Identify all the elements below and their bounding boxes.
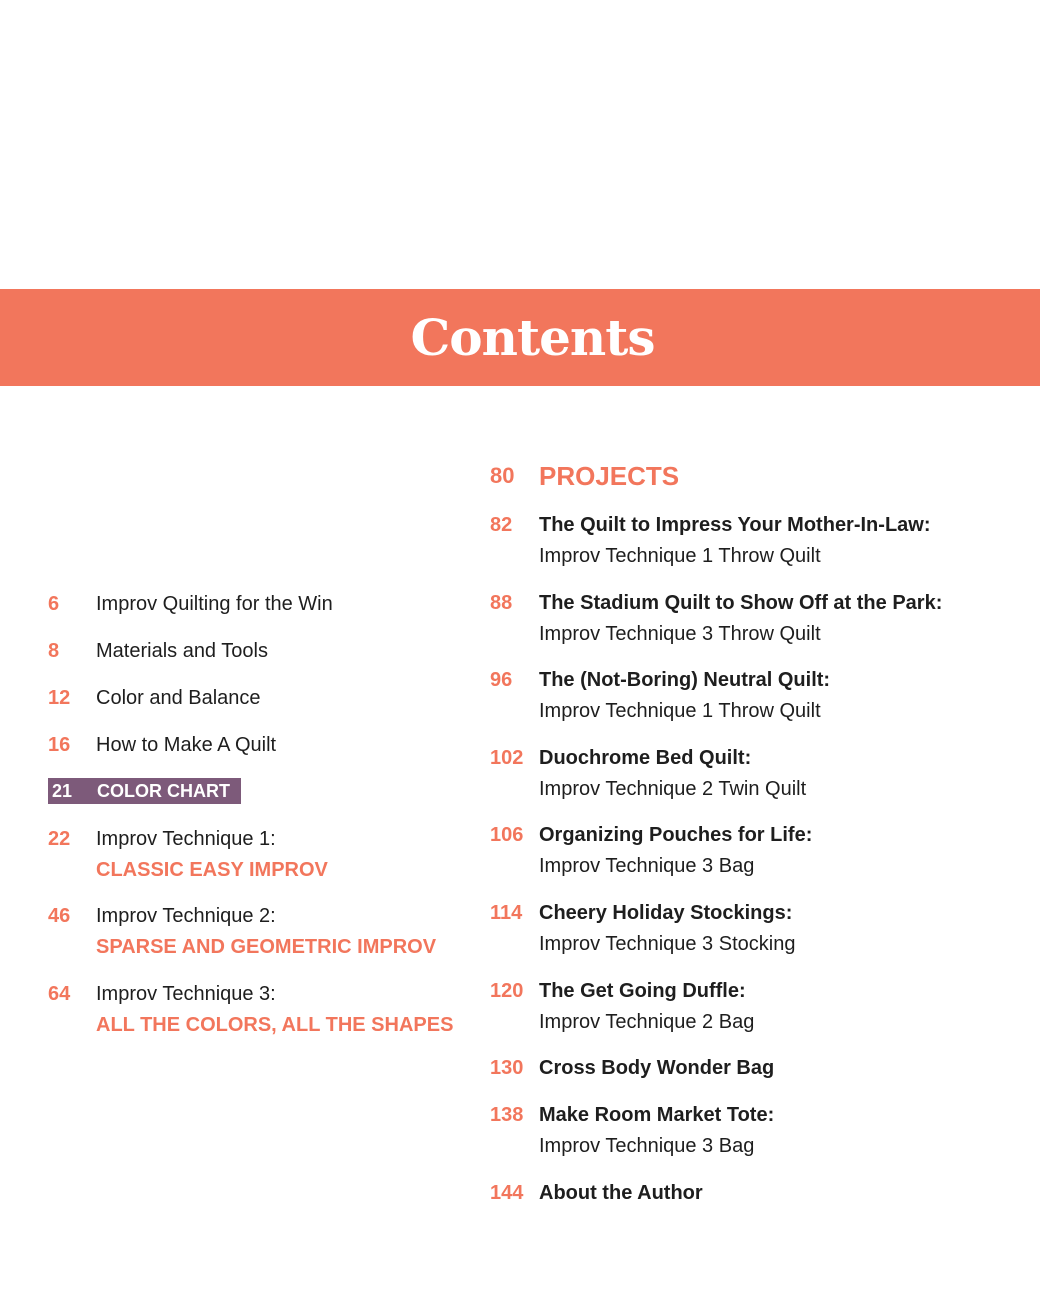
entry-subtitle: ALL THE COLORS, ALL THE SHAPES: [96, 1014, 454, 1036]
page-number: 96: [490, 669, 513, 691]
page-number: 8: [48, 640, 60, 662]
entry-title: The Quilt to Impress Your Mother-In-Law:: [539, 514, 931, 536]
entry-subtitle: Improv Technique 3 Bag: [539, 1135, 755, 1157]
entry-title: Cross Body Wonder Bag: [539, 1057, 775, 1079]
page-number: 82: [490, 514, 513, 536]
entry-title: Cheery Holiday Stockings:: [539, 902, 793, 924]
page-number: 12: [48, 687, 71, 709]
entry-title: How to Make A Quilt: [96, 734, 277, 756]
entry-title: Improv Technique 1:: [96, 828, 276, 850]
entry-title: The (Not-Boring) Neutral Quilt:: [539, 669, 831, 691]
page-number: 46: [48, 905, 71, 927]
entry-subtitle: Improv Technique 2 Bag: [539, 1011, 755, 1033]
page-number: 21: [52, 781, 73, 801]
contents-banner: [0, 289, 1040, 386]
entry-subtitle: Improv Technique 2 Twin Quilt: [539, 778, 807, 800]
entry-subtitle: Improv Technique 3 Throw Quilt: [539, 623, 821, 645]
entry-subtitle: CLASSIC EASY IMPROV: [96, 859, 328, 881]
entry-subtitle: Improv Technique 1 Throw Quilt: [539, 545, 821, 567]
page-number: 80: [490, 463, 515, 488]
page-number: 106: [490, 824, 524, 846]
page-number: 138: [490, 1104, 524, 1126]
page-number: 22: [48, 828, 71, 850]
entry-subtitle: Improv Technique 3 Bag: [539, 855, 755, 877]
entry-title: Organizing Pouches for Life:: [539, 824, 813, 846]
entry-title: About the Author: [539, 1182, 703, 1204]
page-number: 88: [490, 592, 513, 614]
entry-title: Make Room Market Tote:: [539, 1104, 775, 1126]
page-number: 130: [490, 1057, 524, 1079]
entry-subtitle: Improv Technique 3 Stocking: [539, 933, 796, 955]
page-number: 102: [490, 747, 524, 769]
entry-title: Improv Technique 3:: [96, 983, 276, 1005]
entry-title: The Get Going Duffle:: [539, 980, 746, 1002]
entry-title: Color and Balance: [96, 687, 261, 709]
entry-title: Improv Quilting for the Win: [96, 593, 333, 615]
page-number: 64: [48, 983, 71, 1005]
color-chart-highlight[interactable]: [48, 778, 241, 804]
entry-title: Duochrome Bed Quilt:: [539, 747, 752, 769]
entry-title: Improv Technique 2:: [96, 905, 276, 927]
entry-title: Materials and Tools: [96, 640, 268, 662]
page-number: 144: [490, 1182, 524, 1204]
entry-title: The Stadium Quilt to Show Off at the Park:: [539, 592, 943, 614]
page-title: Contents: [410, 308, 655, 367]
entry-subtitle: Improv Technique 1 Throw Quilt: [539, 700, 821, 722]
entry-subtitle: SPARSE AND GEOMETRIC IMPROV: [96, 936, 437, 958]
section-heading: PROJECTS: [539, 461, 680, 491]
entry-title: COLOR CHART: [97, 781, 230, 801]
page-number: 120: [490, 980, 524, 1002]
page-number: 16: [48, 734, 71, 756]
page-number: 6: [48, 593, 60, 615]
page-number: 114: [490, 902, 523, 924]
